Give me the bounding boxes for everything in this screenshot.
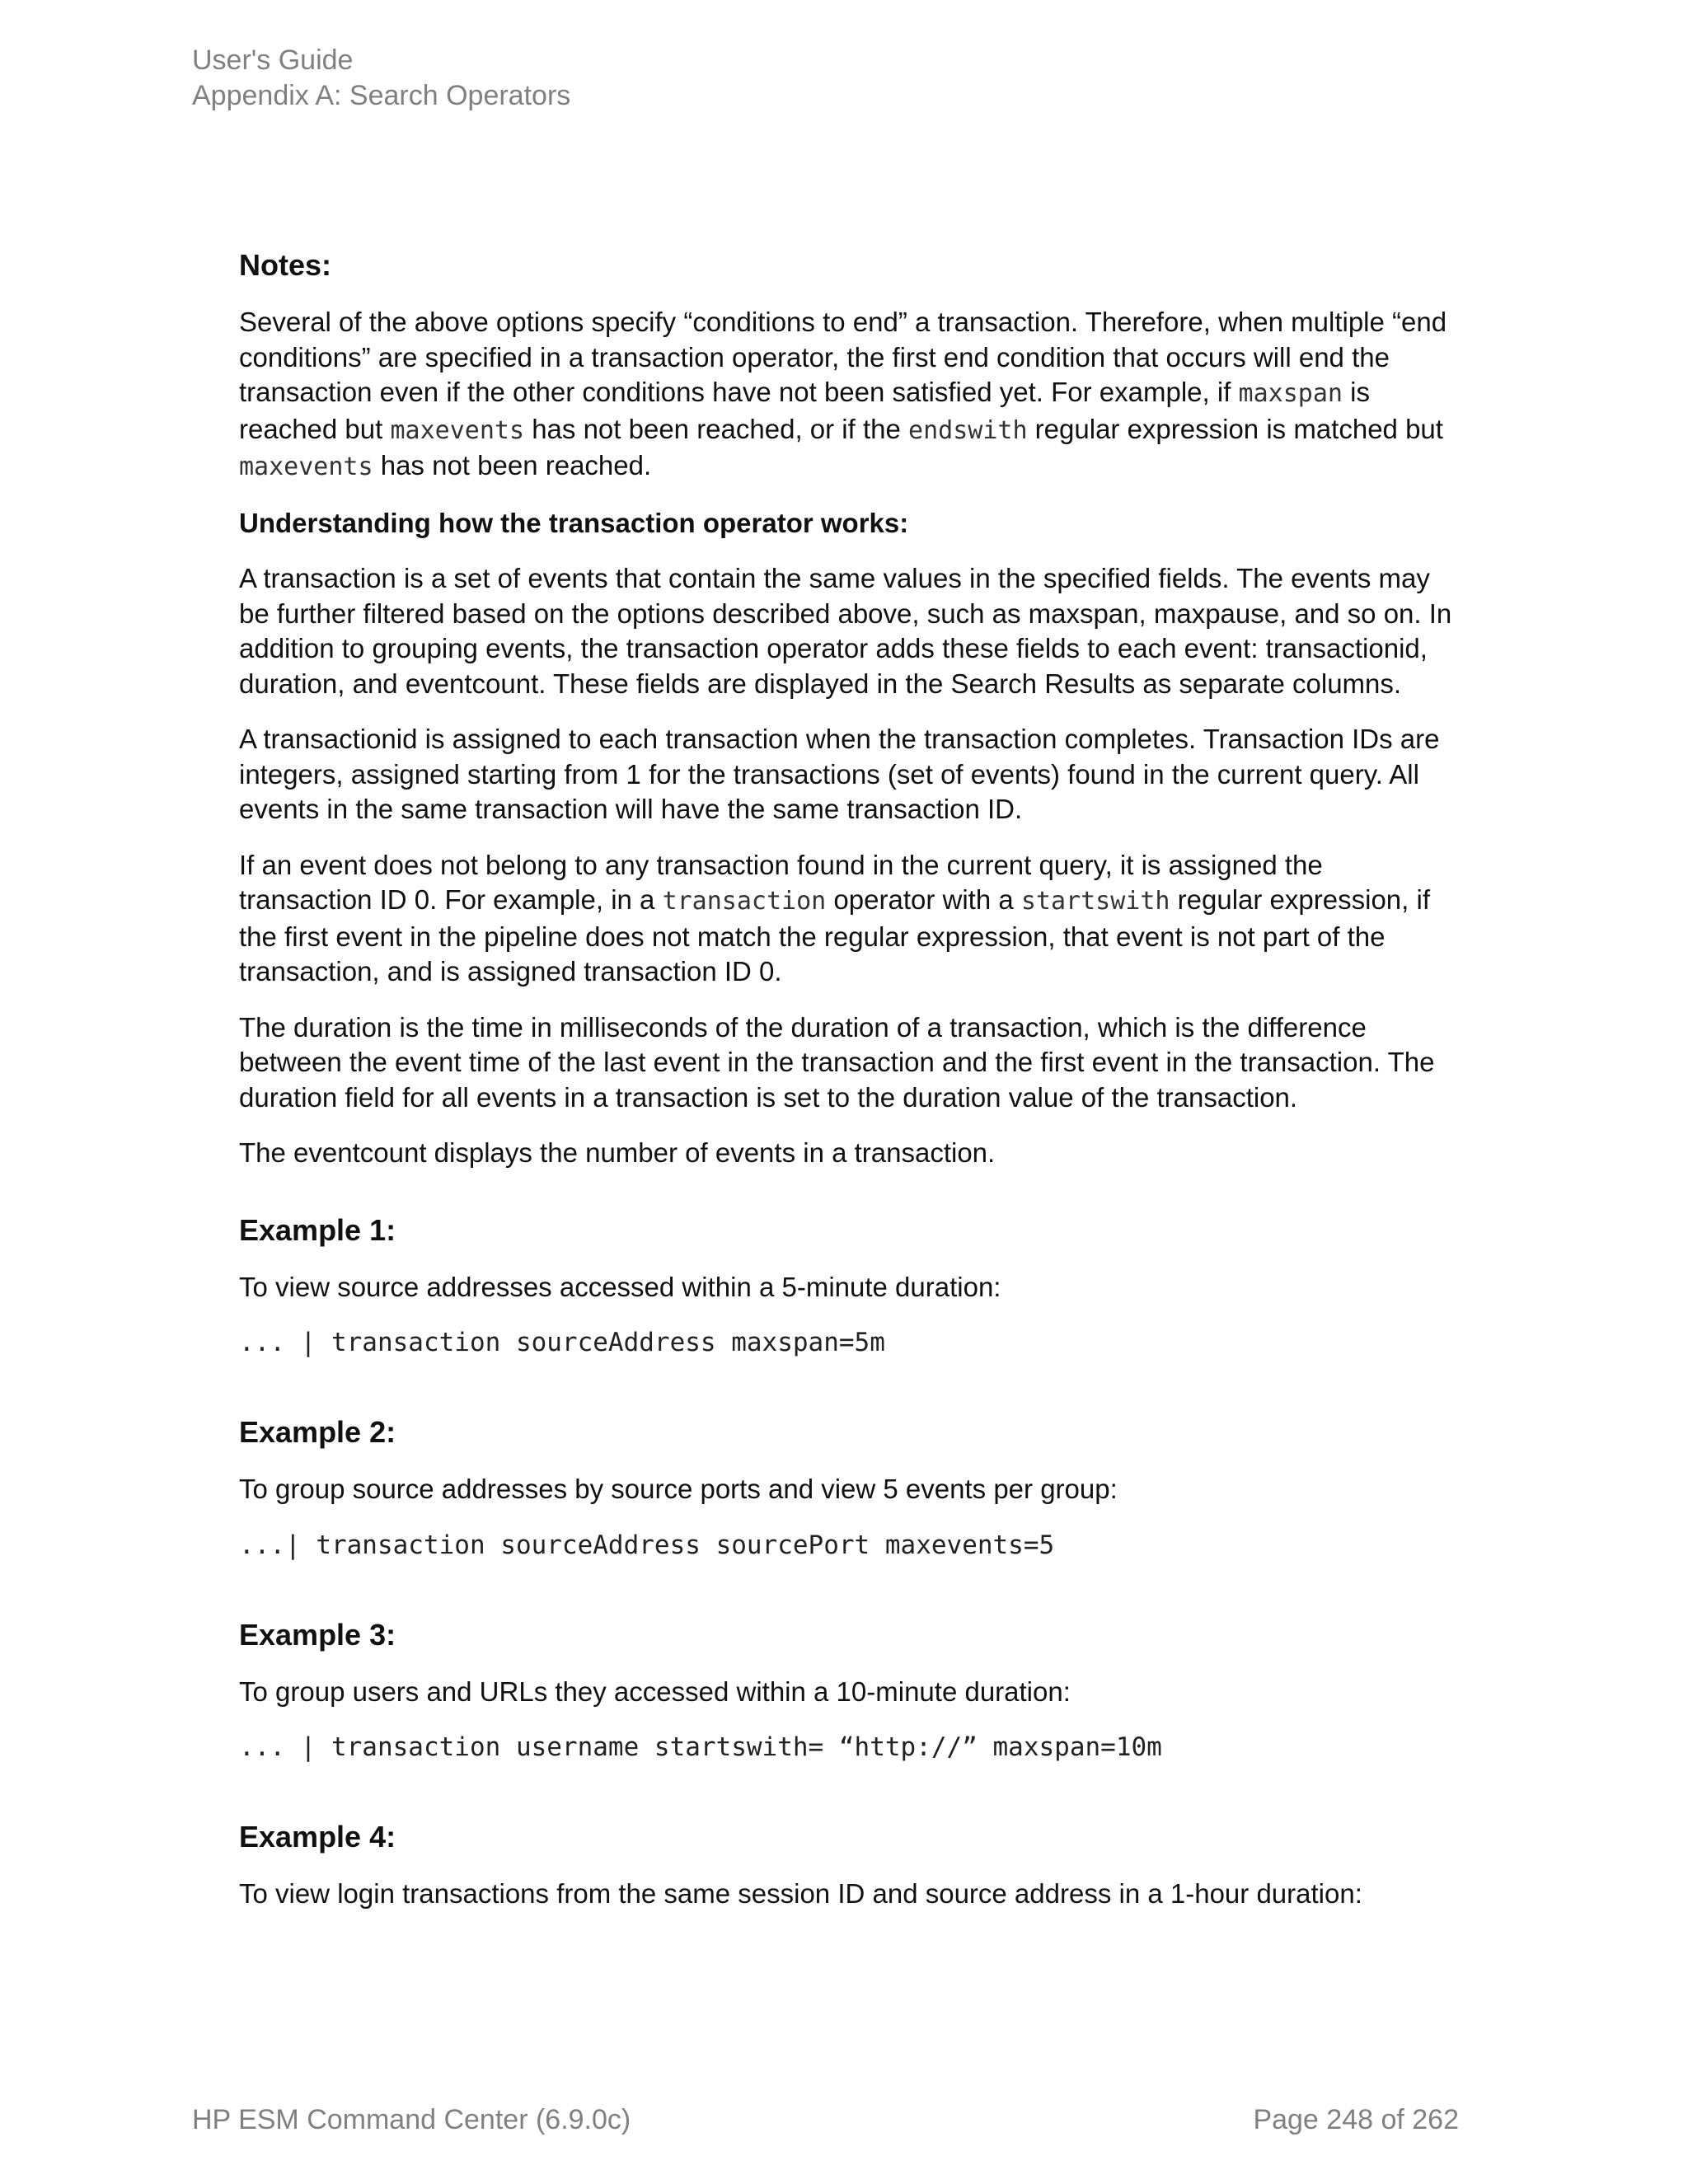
page-header <box>192 43 570 114</box>
example-1-heading: Example 1: <box>239 1212 396 1247</box>
example-1-description: To view source addresses accessed within a 5-minute duration: <box>239 1271 1001 1302</box>
example-3-heading: Example 3: <box>239 1617 396 1652</box>
text-run: If an event does not belong to any transaction found in the current query, it is assigned the transaction ID 0. For example, in a <box>239 849 1323 915</box>
example-4-description: To view login transactions from the same session ID and source address in a 1-hour duration: <box>239 1878 1362 1909</box>
example-2-code: ...| transaction sourceAddress sourcePort maxevents=5 <box>239 1530 1055 1560</box>
text-run: Several of the above options specify “conditions to end” a transaction. Therefore, when multiple “end conditions” are specified in a transaction operator, the first end condition that occurs will end the transaction even if the other conditions have not been satisfied yet. For example, if <box>239 307 1447 407</box>
guide-title: User's Guide <box>192 45 354 76</box>
notes-heading: Notes: <box>239 248 332 282</box>
text-run: has not been reached. <box>373 450 652 480</box>
inline-code: maxevents <box>390 415 525 445</box>
inline-code: maxspan <box>1238 379 1343 408</box>
example-2-description: To group source addresses by source ports and view 5 events per group: <box>239 1474 1118 1504</box>
inline-code: maxevents <box>239 452 373 481</box>
main-content <box>239 247 1459 1933</box>
text-run: regular expression is matched but <box>1027 413 1443 444</box>
understanding-paragraph-1: A transaction is a set of events that contain the same values in the specified fields. The events may be further filtered based on the options described above, such as maxspan, maxpause, and so on. In addition to grouping events, the transaction operator adds these fields to each event: transactionid, duration, and eventcount. These fields are displayed in the Search Results as separate columns. <box>239 563 1452 699</box>
understanding-heading: Understanding how the transaction operator works: <box>239 507 909 538</box>
example-2-heading: Example 2: <box>239 1415 396 1449</box>
understanding-paragraph-3 <box>239 848 1459 990</box>
text-run: operator with a <box>826 884 1021 915</box>
footer-product: HP ESM Command Center (6.9.0c) <box>192 2104 631 2135</box>
example-4-heading: Example 4: <box>239 1820 396 1854</box>
inline-code: endswith <box>908 415 1028 445</box>
example-3-code: ... | transaction username startswith= “http://” maxspan=10m <box>239 1732 1162 1762</box>
inline-code: startswith <box>1020 887 1170 916</box>
text-run: regular expression, if the first event in the pipeline does not match the regular expression, that event is not part of the transaction, and is assigned transaction ID 0. <box>239 884 1430 987</box>
understanding-paragraph-5: The eventcount displays the number of events in a transaction. <box>239 1137 996 1168</box>
understanding-paragraph-4: The duration is the time in milliseconds of the duration of a transaction, which is the difference between the event time of the last event in the transaction and the first event in the transaction. The duration field for all events in a transaction is set to the duration value of the transaction. <box>239 1011 1435 1113</box>
footer-page-number: Page 248 of 262 <box>1253 2104 1459 2135</box>
text-run: has not been reached, or if the <box>524 413 909 444</box>
example-1-code: ... | transaction sourceAddress maxspan=5m <box>239 1328 885 1357</box>
notes-paragraph <box>239 305 1459 485</box>
understanding-paragraph-2: A transactionid is assigned to each transaction when the transaction completes. Transaction IDs are integers, assigned starting from 1 for the transactions (set of events) found in the current query. All events in the same transaction will have the same transaction ID. <box>239 724 1440 824</box>
section-title: Appendix A: Search Operators <box>192 80 571 111</box>
text-run: is reached but <box>239 377 1370 444</box>
example-3-description: To group users and URLs they accessed within a 10-minute duration: <box>239 1675 1071 1707</box>
inline-code: transaction <box>662 887 827 916</box>
